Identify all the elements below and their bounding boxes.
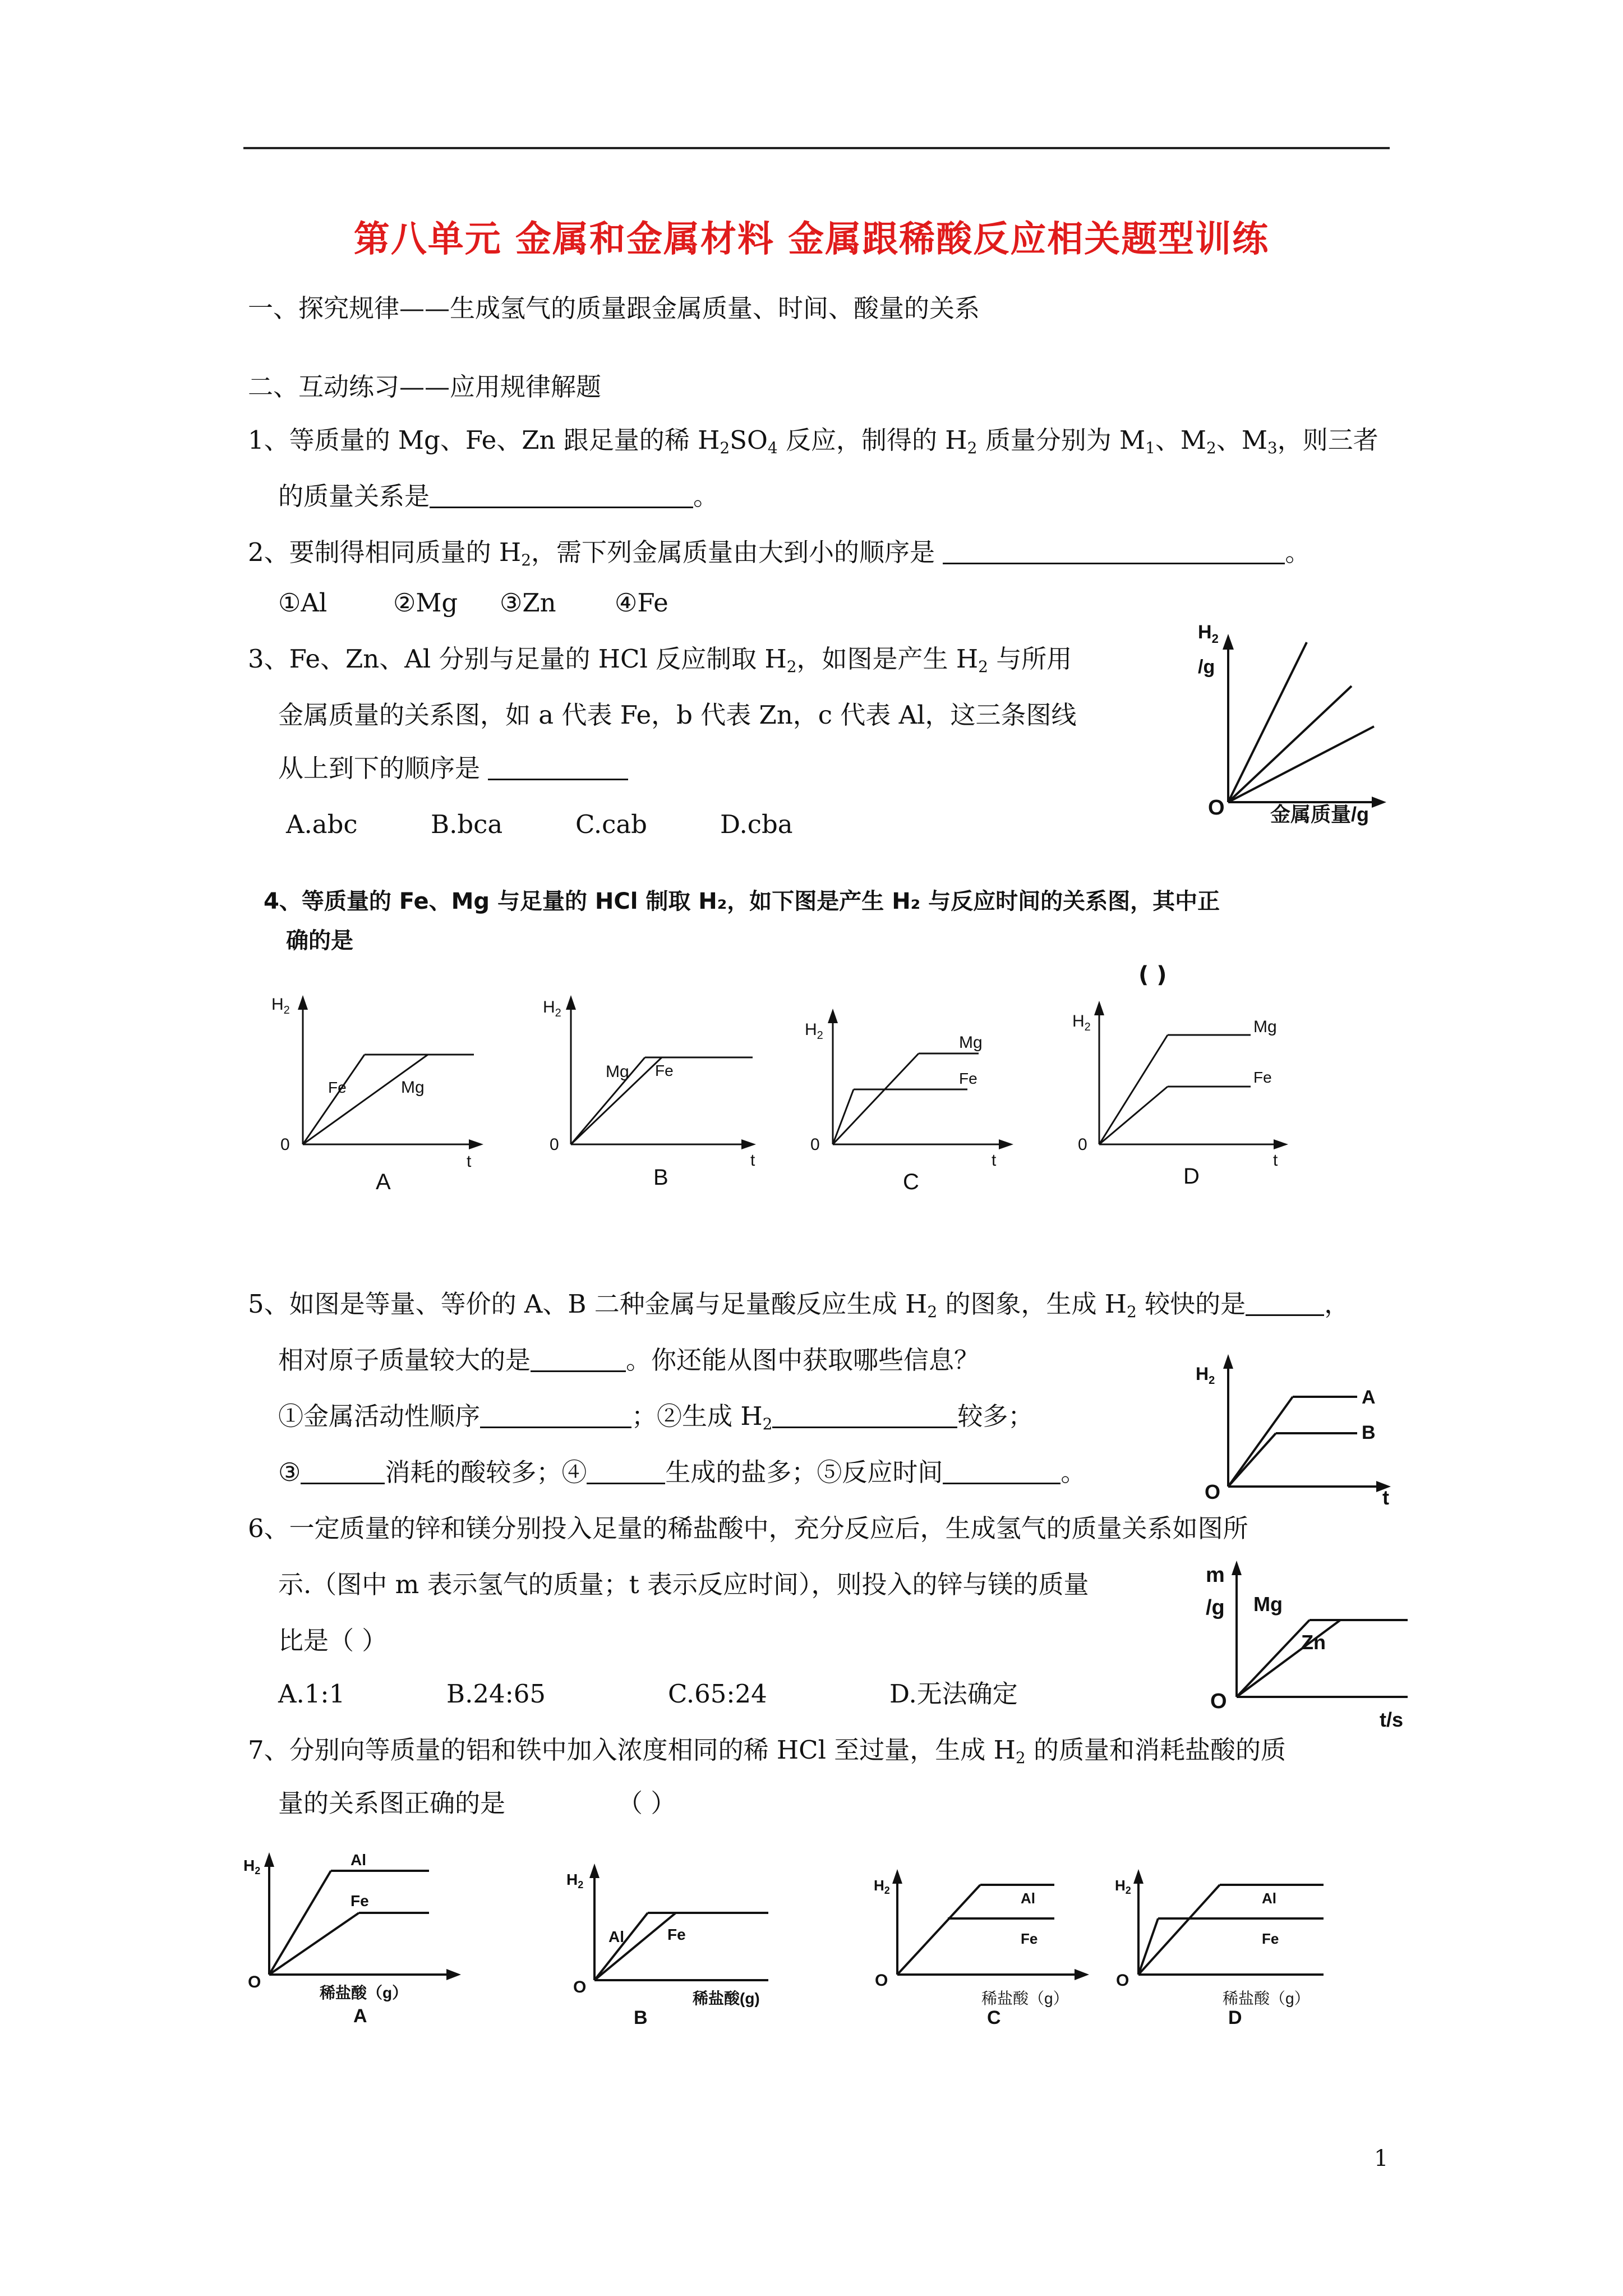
question-4-line-1: 4、等质量的 Fe、Mg 与足量的 HCl 制取 H₂，如下图是产生 H₂ 与反应时间的关系图，其中正 xyxy=(264,889,1220,914)
option[interactable]: A.1:1 xyxy=(278,1679,345,1709)
svg-text:0: 0 xyxy=(280,1135,290,1154)
line-bottom xyxy=(1228,726,1374,802)
option-letter: C xyxy=(903,1170,919,1194)
line-top xyxy=(1228,642,1307,802)
option[interactable]: D.无法确定 xyxy=(889,1679,1018,1709)
question-2-options xyxy=(278,586,668,620)
question-7-line-1: 7、分别向等质量的铝和铁中加入浓度相同的稀 HCl 至过量，生成 $H_2$ 的质量和消耗盐酸的质 xyxy=(248,1735,1286,1767)
svg-text:t: t xyxy=(467,1152,472,1171)
series-label: Mg xyxy=(959,1033,983,1052)
series-label: Mg xyxy=(606,1062,629,1081)
arrow-right-icon xyxy=(1075,1969,1089,1980)
svg-text:H2: $H_2$ xyxy=(874,1877,890,1896)
question-7-line-2: 量的关系图正确的是 （ ） xyxy=(278,1788,676,1818)
question-6-line-1: 6、一定质量的锌和镁分别投入足量的稀盐酸中，充分反应后，生成氢气的质量关系如图所 xyxy=(248,1513,1248,1543)
svg-text:t/s: t/s xyxy=(1380,1708,1404,1731)
svg-text:0: 0 xyxy=(810,1135,820,1154)
svg-text:H2: $H_2$ xyxy=(543,998,561,1019)
arrow-up-icon xyxy=(1133,1869,1144,1884)
option[interactable]: ②Mg xyxy=(393,588,458,618)
answer-blank[interactable] xyxy=(943,538,1285,564)
series-label: Al xyxy=(608,1928,624,1945)
question-5-line-3: ①金属活动性顺序 ；②生成 $H_2$ 较多； xyxy=(278,1401,1034,1433)
arrow-up-icon xyxy=(828,1009,838,1023)
q6-chart xyxy=(1183,1515,1419,1731)
arrow-up-icon xyxy=(892,1869,902,1884)
question-1-line-1: 1、等质量的 Mg、Fe、Zn 跟足量的稀 $H_2SO_4$ 反应，制得的 $H_2$ 质量分别为 $M_1$、$M_2$、$M_3$，则三者 xyxy=(248,425,1378,457)
question-3-line-3: 从上到下的顺序是 xyxy=(278,752,628,785)
arrow-up-icon xyxy=(566,995,576,1010)
series-label: Fe xyxy=(351,1892,369,1910)
arrow-up-icon xyxy=(1223,1354,1233,1369)
option[interactable]: C.65:24 xyxy=(668,1679,767,1709)
q4-chart-d xyxy=(1066,987,1301,1200)
question-4-line-2: 确的是 xyxy=(286,928,353,954)
arrow-up-icon xyxy=(1232,1561,1242,1575)
series-label: Al xyxy=(1262,1890,1276,1907)
svg-text:O: O xyxy=(248,1973,261,1991)
answer-blank[interactable] xyxy=(943,1458,1061,1484)
answer-blank[interactable] xyxy=(430,482,693,508)
svg-text:H2: $H_2$ xyxy=(271,995,290,1016)
origin-label: O xyxy=(1208,796,1225,820)
q7-chart-d xyxy=(1099,1846,1335,2042)
option-letter: B xyxy=(653,1165,668,1190)
series-label: A xyxy=(1362,1387,1376,1408)
q5-chart xyxy=(1183,1346,1408,1509)
series-label: Fe xyxy=(328,1079,347,1096)
q4-chart-b xyxy=(533,987,757,1200)
arrow-up-icon xyxy=(1094,1001,1104,1015)
option-letter: D xyxy=(1183,1164,1200,1189)
svg-text:H2: $H_2$ xyxy=(805,1020,823,1042)
svg-text:H2: $H_2$ xyxy=(566,1871,584,1890)
y-axis-unit: /g xyxy=(1198,656,1215,678)
svg-text:O: O xyxy=(1116,1971,1129,1990)
arrow-up-icon xyxy=(589,1864,600,1878)
svg-text:t: t xyxy=(750,1151,755,1170)
question-6-line-2: 示.（图中 m 表示氢气的质量；t 表示反应时间），则投入的锌与镁的质量 xyxy=(278,1570,1089,1599)
question-3-options xyxy=(286,808,793,841)
svg-text:H2: $H_2$ xyxy=(1115,1877,1131,1896)
question-3-line-2: 金属质量的关系图，如 a 代表 Fe，b 代表 Zn，c 代表 Al，这三条图线 xyxy=(278,700,1077,730)
q7-chart-a xyxy=(236,1840,460,2042)
svg-text:0: 0 xyxy=(1078,1135,1087,1154)
series-label: Mg xyxy=(401,1078,425,1097)
series-label: Al xyxy=(1021,1890,1035,1907)
arrow-up-icon xyxy=(264,1852,274,1867)
option[interactable]: ①Al xyxy=(278,588,328,618)
q4-chart-a xyxy=(264,987,488,1200)
arrow-right-icon xyxy=(469,1139,483,1149)
answer-blank[interactable] xyxy=(587,1458,665,1484)
series-label: Fe xyxy=(655,1062,674,1079)
question-1-line-2: 的质量关系是 。 xyxy=(278,481,719,511)
svg-text:O: O xyxy=(875,1971,888,1990)
series-label: Mg xyxy=(1253,1593,1283,1616)
line-middle xyxy=(1228,686,1352,802)
x-axis-label: 金属质量/g xyxy=(1270,803,1369,826)
option[interactable]: ③Zn xyxy=(500,588,556,618)
series-label: Fe xyxy=(959,1070,978,1087)
option[interactable]: B.bca xyxy=(431,809,503,839)
option[interactable]: D.cba xyxy=(720,809,793,839)
svg-text:H2: $H_2$ xyxy=(243,1857,261,1876)
option[interactable]: ④Fe xyxy=(615,588,668,618)
answer-blank[interactable] xyxy=(772,1402,957,1428)
option-letter: D xyxy=(1228,2007,1242,2028)
question-4-answer-bracket: ( ) xyxy=(1138,962,1167,988)
arrow-up-icon xyxy=(1223,634,1234,650)
svg-text:/g: /g xyxy=(1206,1596,1225,1619)
q7-chart-c xyxy=(864,1846,1099,2042)
option-letter: A xyxy=(376,1170,391,1194)
question-5-line-2: 相对原子质量较大的是 。你还能从图中获取哪些信息？ xyxy=(278,1345,980,1375)
answer-blank[interactable] xyxy=(531,1346,626,1372)
arrow-right-icon xyxy=(1372,797,1386,808)
svg-text:t: t xyxy=(992,1151,997,1170)
q7-chart-b xyxy=(550,1846,785,2042)
svg-text:O: O xyxy=(1210,1690,1227,1713)
option[interactable]: A.abc xyxy=(286,809,358,839)
x-axis-label: 稀盐酸（g） xyxy=(1223,1990,1310,2007)
header-rule xyxy=(243,147,1390,149)
series-label: Fe xyxy=(1262,1930,1279,1947)
series-label: Fe xyxy=(1253,1069,1272,1086)
question-5-line-4: ③ 消耗的酸较多；④ 生成的盐多；⑤反应时间 。 xyxy=(278,1457,1086,1487)
answer-blank[interactable] xyxy=(488,754,628,780)
page-title: 第八单元 金属和金属材料 金属跟稀酸反应相关题型训练 xyxy=(353,218,1270,260)
x-axis-label: 稀盐酸（g） xyxy=(981,1990,1069,2007)
x-axis-label: 稀盐酸（g） xyxy=(320,1984,408,2001)
question-6-line-3: 比是（ ） xyxy=(278,1626,388,1655)
arrow-right-icon xyxy=(446,1969,461,1980)
page-number: 1 xyxy=(1374,2146,1389,2171)
question-6-options xyxy=(278,1677,1018,1711)
y-axis-label: $H_2$ xyxy=(1198,622,1219,646)
arrow-up-icon xyxy=(298,995,308,1010)
question-5-line-1: 5、如图是等量、等价的 A、B 二种金属与足量酸反应生成 $H_2$ 的图象，生成 $H_2$ 较快的是 ， xyxy=(248,1289,1350,1321)
series-label: Zn xyxy=(1301,1631,1326,1654)
svg-text:t: t xyxy=(1273,1151,1278,1170)
q4-chart-c xyxy=(799,987,1023,1200)
section-1-heading: 一、探究规律——生成氢气的质量跟金属质量、时间、酸量的关系 xyxy=(248,293,980,323)
question-3-line-1: 3、Fe、Zn、Al 分别与足量的 HCl 反应制取 $H_2$，如图是产生 $H_2$ 与所用 xyxy=(248,644,1072,676)
svg-text:0: 0 xyxy=(550,1135,559,1154)
answer-blank[interactable] xyxy=(1246,1290,1324,1316)
section-2-heading: 二、互动练习——应用规律解题 xyxy=(248,372,602,402)
series-label: Fe xyxy=(667,1926,686,1943)
svg-text:H2: $H_2$ xyxy=(1196,1364,1215,1387)
option-letter: C xyxy=(987,2007,1001,2028)
option-letter: B xyxy=(634,2007,648,2028)
option[interactable]: C.cab xyxy=(575,809,647,839)
answer-blank[interactable] xyxy=(301,1458,385,1484)
series-label: Mg xyxy=(1253,1018,1277,1036)
svg-text:H2: $H_2$ xyxy=(1072,1012,1091,1033)
arrow-right-icon xyxy=(1274,1139,1288,1149)
option[interactable]: B.24:65 xyxy=(446,1679,546,1709)
series-label: Al xyxy=(351,1851,366,1869)
option-letter: A xyxy=(353,2005,367,2027)
series-label: B xyxy=(1362,1422,1376,1443)
arrow-right-icon xyxy=(999,1139,1013,1149)
svg-text:O: O xyxy=(573,1978,587,1996)
answer-blank[interactable] xyxy=(480,1402,631,1428)
svg-text:m: m xyxy=(1206,1563,1225,1587)
question-2-text: 2、要制得相同质量的 $H_2$，需下列金属质量由大到小的顺序是 。 xyxy=(248,537,1311,569)
arrow-right-icon xyxy=(741,1139,756,1149)
x-axis-label: 稀盐酸(g) xyxy=(693,1990,760,2007)
svg-text:O: O xyxy=(1205,1480,1221,1503)
svg-text:t: t xyxy=(1382,1486,1389,1509)
q3-chart xyxy=(1178,611,1413,836)
series-label: Fe xyxy=(1021,1930,1038,1947)
